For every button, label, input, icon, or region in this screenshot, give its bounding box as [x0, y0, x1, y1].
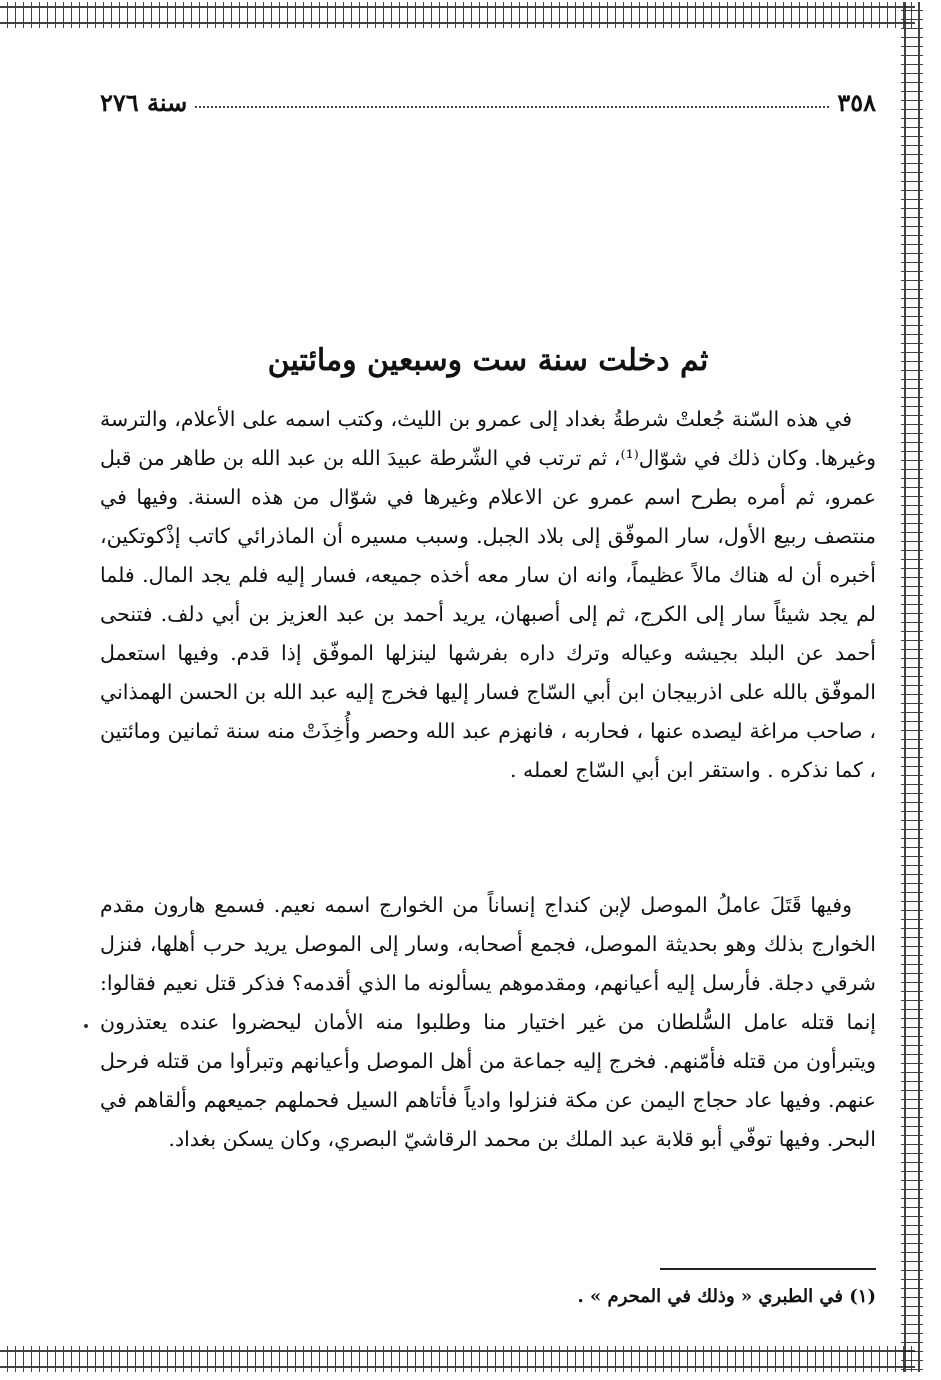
page-number: ٣٥٨	[837, 87, 876, 117]
footnote: (١) في الطبري « وذلك في المحرم » .	[577, 1286, 876, 1307]
body-text-block-1	[100, 400, 876, 790]
body-text-block-2	[100, 886, 876, 1159]
running-title: سنة ٢٧٦	[100, 87, 188, 117]
paragraph-1: في هذه السّنة جُعلتْ شرطةُ بغداد إلى عمرو بن الليث، وكتب اسمه على الأعلام، والترسة وغيرها. وكان ذلك في شوّال⁽¹⁾، ثم ترتب في الشّرطة عبيدَ الله بن عبد الله بن طاهر من قبل عمرو، ثم أمره بطرح اسم عمرو عن الاعلام وغيرها في شوّال من هذه السنة. وفيها في منتصف ربيع الأول، سار الموفّق إلى بلاد الجبل. وسبب مسيره أن الماذرائي كاتب إذْكوتكين، أخبره أن له هناك مالاً عظيماً، وانه ان سار معه أخذه جميعه، فسار إليه فلم يجد المال. فلما لم يجد شيئاً سار إلى الكرج، ثم إلى أصبهان، يريد أحمد بن عبد العزيز بن أبي دلف. فتنحى أحمد عن البلد بجيشه وعياله وترك داره بفرشها لينزلها الموفّق إذا قدم. وفيها استعمل الموفّق بالله على اذربيجان ابن أبي السّاج فسار إليها فخرج إليه عبد الله بن الحسن الهمذاني ، صاحب مراغة ليصده عنها ، فحاربه ، فانهزم عبد الله وحصر وأُخِذَتْ منه سنة ثمانين ومائتين ، كما نذكره . واستقر ابن أبي السّاج لعمله .	[100, 407, 876, 782]
margin-mark	[84, 1024, 88, 1028]
running-header	[100, 84, 876, 120]
paragraph-2: وفيها قَتَلَ عاملُ الموصل لإبن كنداج إنساناً من الخوارج اسمه نعيم. فسمع هارون مقدم الخوارج بذلك وهو بحديثة الموصل، فجمع أصحابه، وسار إلى الموصل يريد حرب أهلها، فنزل شرقي دجلة. فأرسل إليه أعيانهم، ومقدموهم يسألونه ما الذي أقدمه؟ فذكر قتل نعيم فقالوا: إنما قتله عامل السُّلطان من غير اختيار منا وطلبوا منه الأمان ليحضروا عنده يعتذرون ويتبرأون من قتله فأمّنهم. فخرج إليه جماعة من أهل الموصل وأعيانهم وتبرأوا من قتله فرحل عنهم. وفيها عاد حجاج اليمن عن مكة فنزلوا وادياً فأتاهم السيل فحملهم جميعهم وألقاهم في البحر. وفيها توفّي أبو قلابة عبد الملك بن محمد الرقاشيّ البصري، وكان يسكن بغداد.	[100, 893, 876, 1151]
chapter-title: ثم دخلت سنة ست وسبعين ومائتين	[267, 343, 709, 378]
footnote-rule	[660, 1268, 876, 1270]
header-dot-leader	[195, 106, 829, 108]
